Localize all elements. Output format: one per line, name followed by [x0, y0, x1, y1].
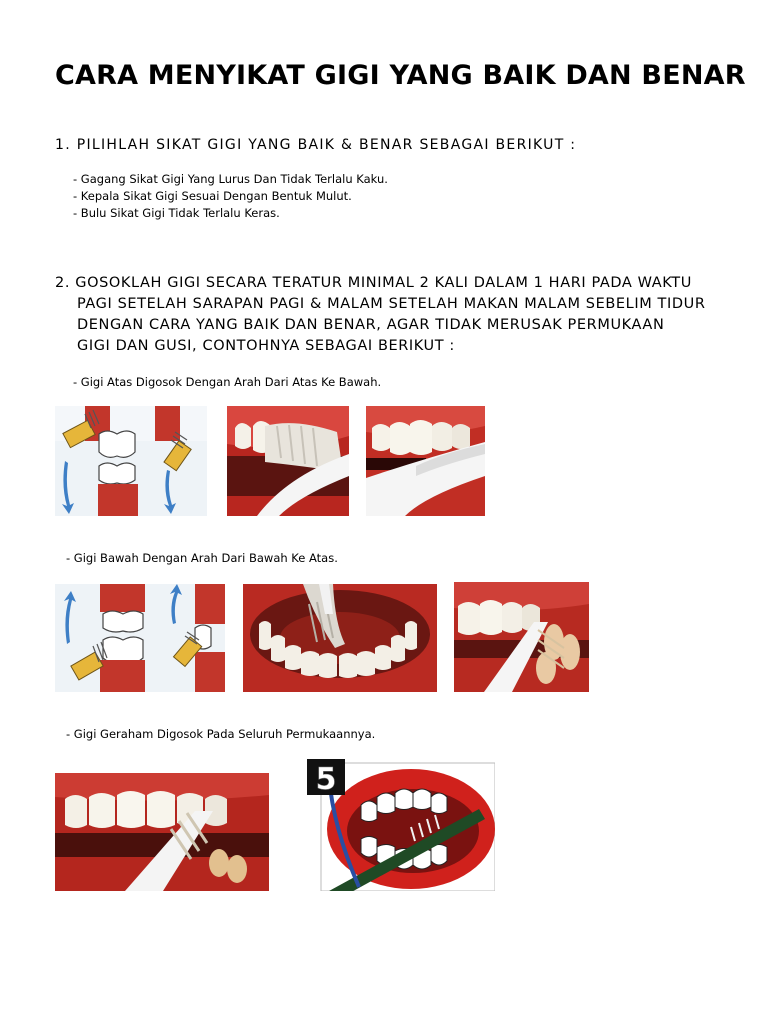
- section-1-item-1: - Gagang Sikat Gigi Yang Lurus Dan Tidak Terlalu Kaku.: [73, 172, 388, 186]
- section-2-line-3: DENGAN CARA YANG BAIK DAN BENAR, AGAR TIDAK MERUSAK PERMUKAAN: [77, 317, 665, 333]
- upper-teeth-diagram: [55, 406, 207, 516]
- step-upper-caption: - Gigi Atas Digosok Dengan Arah Dari Atas Ke Bawah.: [73, 375, 382, 389]
- section-2-line-1: 2. GOSOKLAH GIGI SECARA TERATUR MINIMAL 2 KALI DALAM 1 HARI PADA WAKTU: [55, 275, 692, 291]
- section-2-line-2: PAGI SETELAH SARAPAN PAGI & MALAM SETELAH MAKAN MALAM SEBELIM TIDUR: [77, 296, 706, 312]
- section-1-item-2: - Kepala Sikat Gigi Sesuai Dengan Bentuk Mulut.: [73, 189, 352, 203]
- section-1-heading: 1. PILIHLAH SIKAT GIGI YANG BAIK & BENAR SEBAGAI BERIKUT :: [55, 137, 577, 153]
- lower-teeth-photo-2: [454, 582, 589, 692]
- molar-brushing-illustration: [301, 757, 495, 891]
- step-lower-caption: - Gigi Bawah Dengan Arah Dari Bawah Ke Atas.: [66, 551, 338, 565]
- lower-teeth-diagram: [55, 584, 225, 692]
- section-2-line-4: GIGI DAN GUSI, CONTOHNYA SEBAGAI BERIKUT :: [77, 338, 455, 354]
- page-title: CARA MENYIKAT GIGI YANG BAIK DAN BENAR: [55, 60, 746, 91]
- lower-teeth-photo-1: [243, 584, 437, 692]
- step-number-text: 5: [315, 762, 337, 797]
- upper-teeth-photo-2: [366, 406, 485, 516]
- upper-teeth-photo-1: [227, 406, 349, 516]
- section-1-item-3: - Bulu Sikat Gigi Tidak Terlalu Keras.: [73, 206, 280, 220]
- molar-teeth-photo: [55, 773, 269, 891]
- step-molar-caption: - Gigi Geraham Digosok Pada Seluruh Permukaannya.: [66, 727, 376, 741]
